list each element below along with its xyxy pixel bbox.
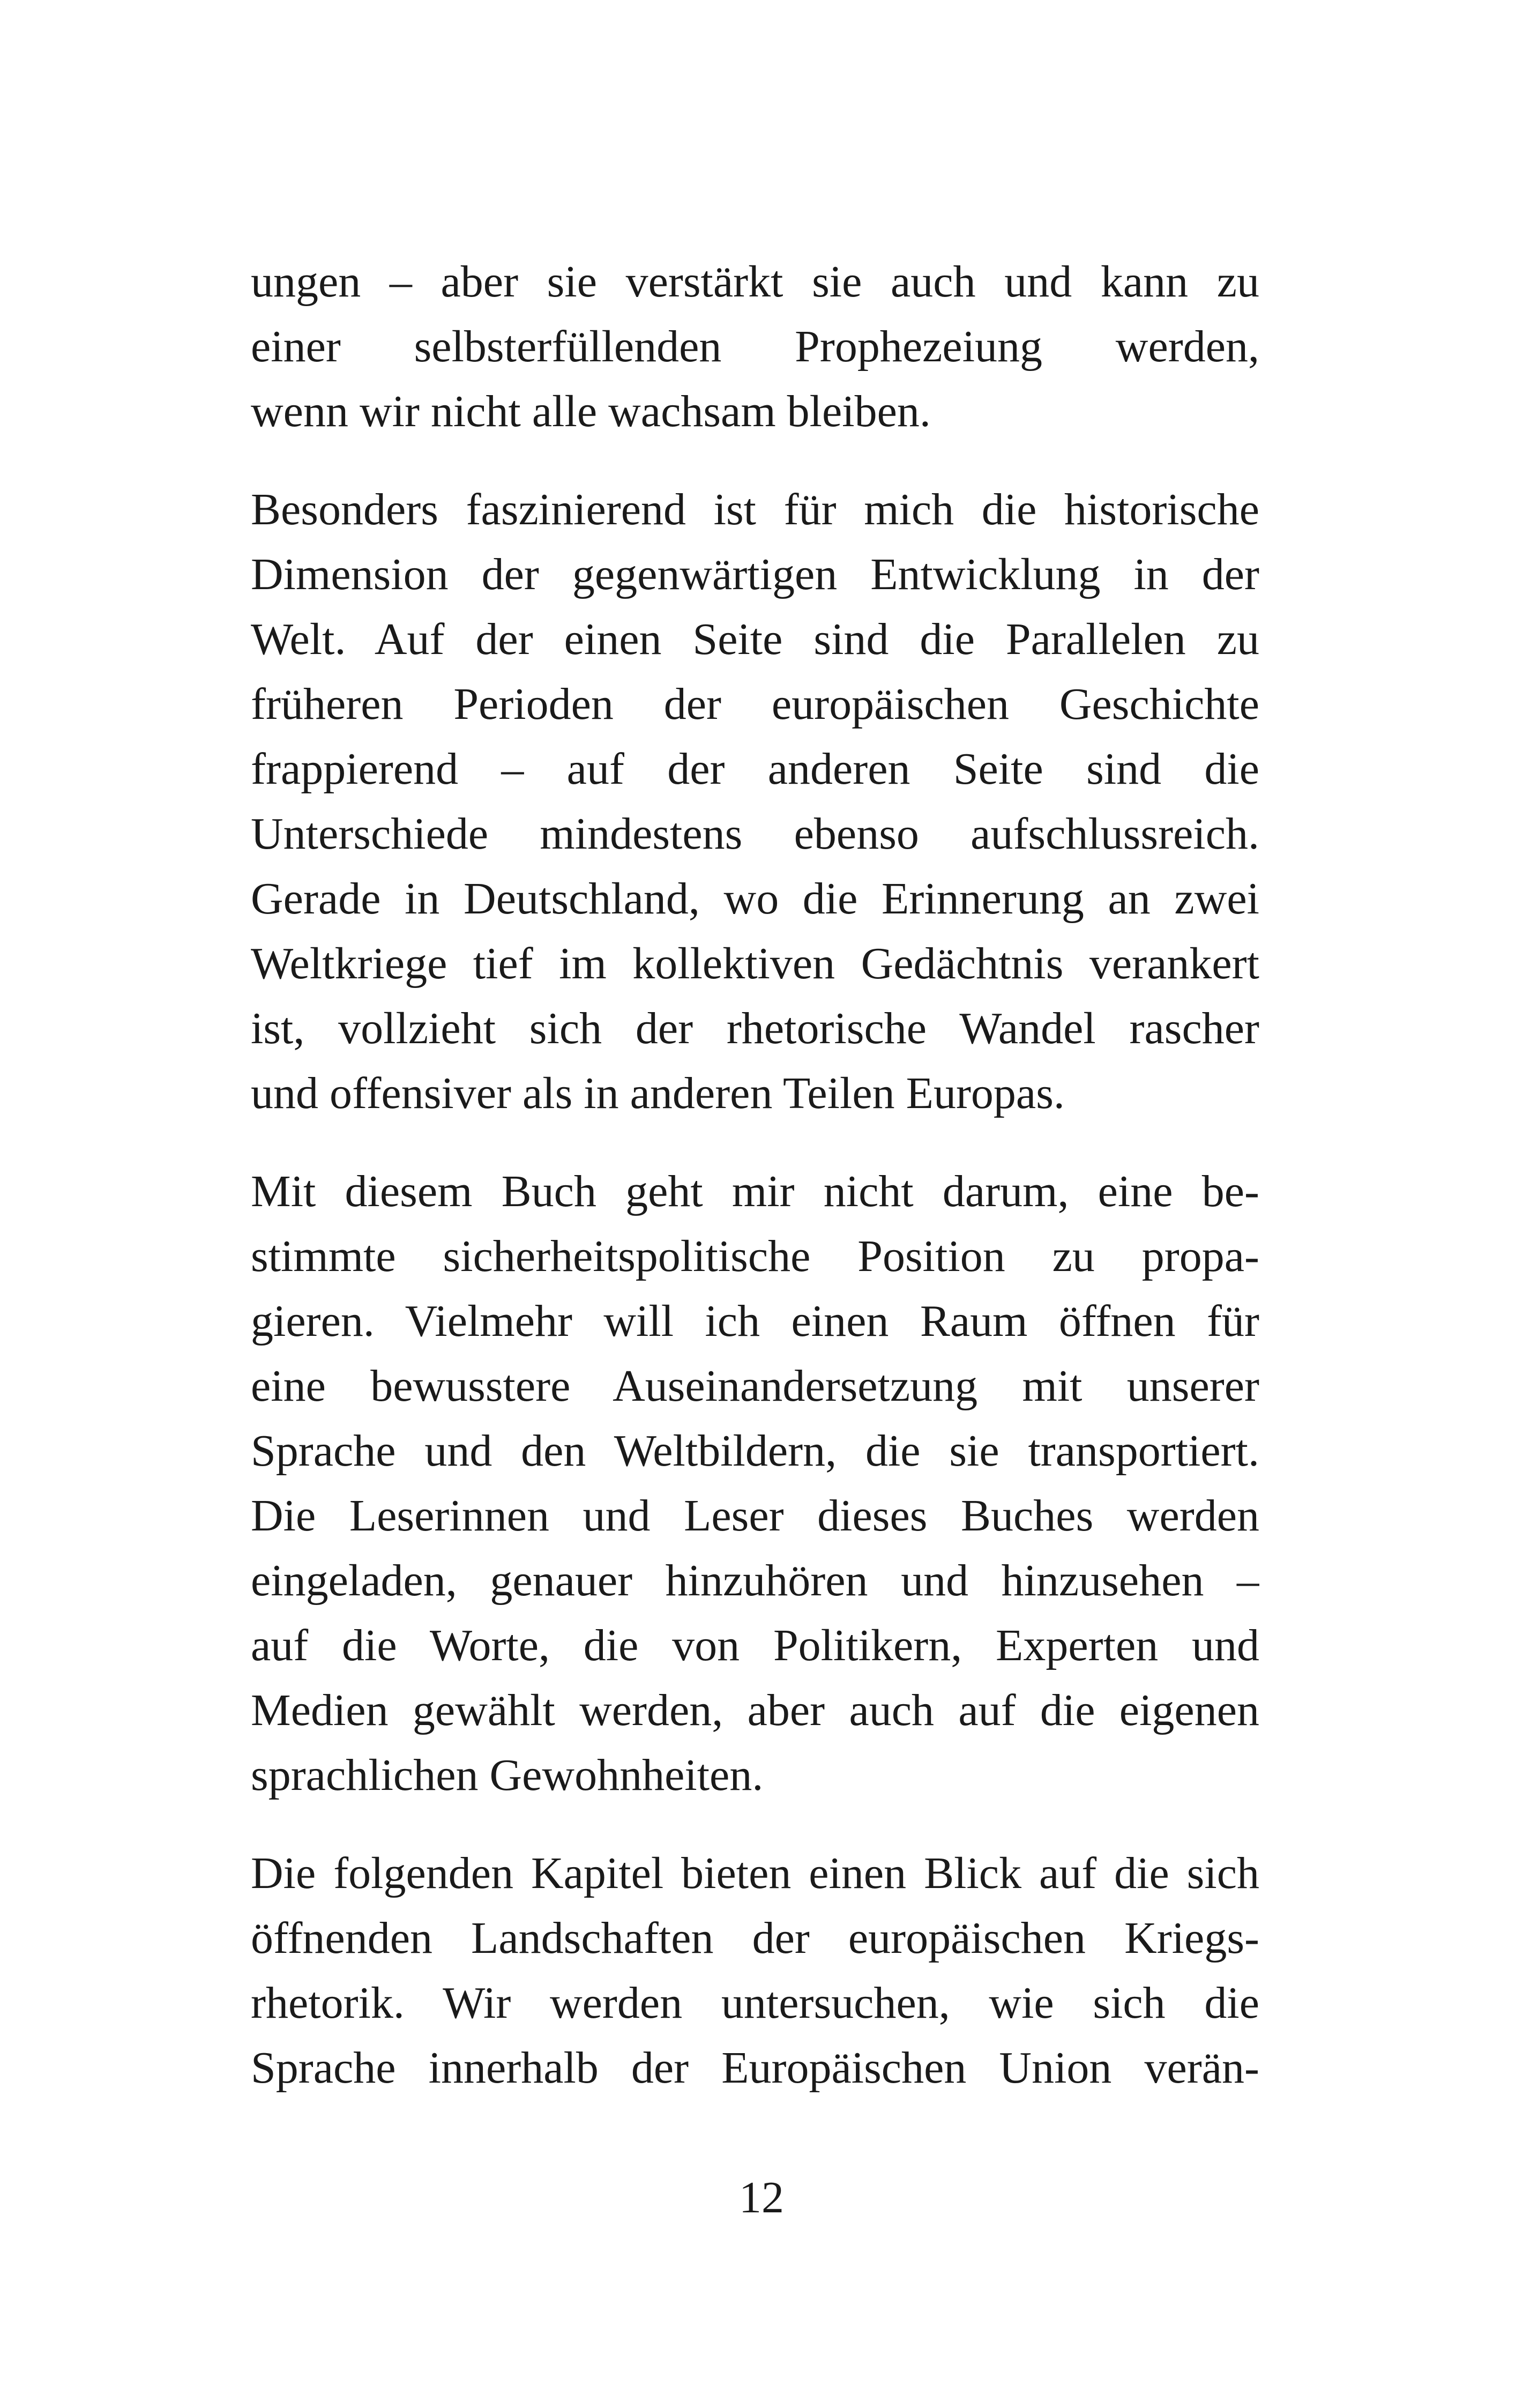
text-line: und offensiver als in anderen Teilen Europas. — [251, 1068, 1065, 1118]
text-line: öffnenden Landschaften der europäischen Kriegs- — [251, 1913, 1259, 1963]
text-line: Mit diesem Buch geht mir nicht darum, eine be- — [251, 1166, 1259, 1216]
text-line: auf die Worte, die von Politikern, Experten und — [251, 1621, 1259, 1670]
text-line: rhetorik. Wir werden untersuchen, wie sich die — [251, 1978, 1259, 2028]
text-line: Weltkriege tief im kollektiven Gedächtnis verankert — [251, 939, 1259, 989]
text-line: gieren. Vielmehr will ich einen Raum öffnen für — [251, 1296, 1259, 1346]
paragraph — [251, 477, 1259, 1126]
text-line: stimmte sicherheitspolitische Position zu propa- — [251, 1231, 1259, 1281]
text-line: früheren Perioden der europäischen Geschichte — [251, 679, 1259, 729]
text-line: eingeladen, genauer hinzuhören und hinzusehen – — [251, 1556, 1259, 1606]
paragraph — [251, 1841, 1259, 2100]
text-line: eine bewusstere Auseinandersetzung mit unserer — [251, 1361, 1259, 1411]
paragraph — [251, 249, 1259, 444]
text-line: Unterschiede mindestens ebenso aufschlussreich. — [251, 809, 1259, 859]
text-line: Medien gewählt werden, aber auch auf die eigenen — [251, 1685, 1259, 1735]
paragraph — [251, 1159, 1259, 1808]
text-line: einer selbsterfüllenden Prophezeiung werden, — [251, 322, 1259, 371]
text-line: Dimension der gegenwärtigen Entwicklung in der — [251, 549, 1259, 599]
text-line: Sprache innerhalb der Europäischen Union verän- — [251, 2043, 1259, 2093]
text-line: sprachlichen Gewohnheiten. — [251, 1750, 764, 1800]
text-line: wenn wir nicht alle wachsam bleiben. — [251, 387, 931, 436]
text-line: frappierend – auf der anderen Seite sind die — [251, 744, 1259, 794]
text-line: Die folgenden Kapitel bieten einen Blick auf die sich — [251, 1848, 1259, 1898]
text-line: Welt. Auf der einen Seite sind die Parallelen zu — [251, 614, 1259, 664]
text-line: ist, vollzieht sich der rhetorische Wandel rascher — [251, 1004, 1259, 1053]
body-text — [251, 249, 1259, 2100]
text-line: Die Leserinnen und Leser dieses Buches werden — [251, 1491, 1259, 1541]
text-line: ungen – aber sie verstärkt sie auch und kann zu — [251, 257, 1259, 307]
text-line: Gerade in Deutschland, wo die Erinnerung an zwei — [251, 874, 1259, 924]
text-line: Sprache und den Weltbildern, die sie transportiert. — [251, 1426, 1259, 1476]
page-number: 12 — [739, 2173, 784, 2223]
text-line: Besonders faszinierend ist für mich die historische — [251, 485, 1259, 534]
